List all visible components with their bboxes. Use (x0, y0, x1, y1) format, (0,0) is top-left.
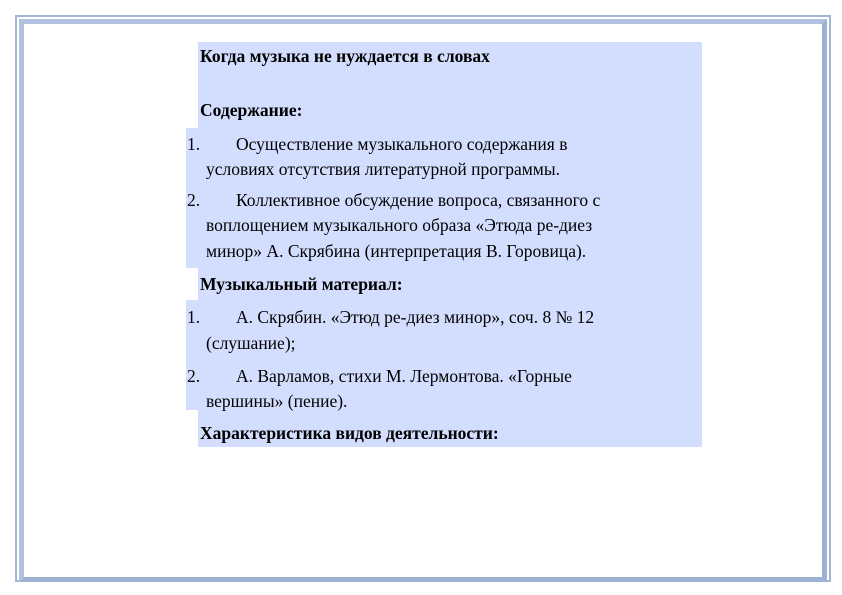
list-item-line: Осуществление музыкального содержания в (236, 134, 568, 154)
list-number: 2. (187, 190, 201, 210)
list-item-line: А. Скрябин. «Этюд ре-диез минор», соч. 8 № 12 (236, 307, 595, 327)
list-number: 1. (187, 307, 201, 327)
activity-heading: Характеристика видов деятельности: (200, 423, 499, 443)
list-item-line: А. Варламов, стихи М. Лермонтова. «Горные (236, 366, 572, 386)
list-number: 1. (187, 134, 201, 154)
list-item-line: минор» А. Скрябина (интерпретация В. Горовица). (206, 241, 587, 261)
document-title: Когда музыка не нуждается в словах (200, 46, 490, 66)
list-item-line: условиях отсутствия литературной программы. (206, 159, 560, 179)
content-heading: Содержание: (200, 100, 303, 120)
list-item-line: воплощением музыкального образа «Этюда ре-диез (206, 215, 593, 235)
list-item-line: Коллективное обсуждение вопроса, связанного с (236, 190, 601, 210)
material-heading: Музыкальный материал: (200, 274, 403, 294)
list-number: 2. (187, 366, 201, 386)
list-item-line: (слушание); (206, 333, 296, 353)
list-item-line: вершины» (пение). (206, 391, 348, 411)
